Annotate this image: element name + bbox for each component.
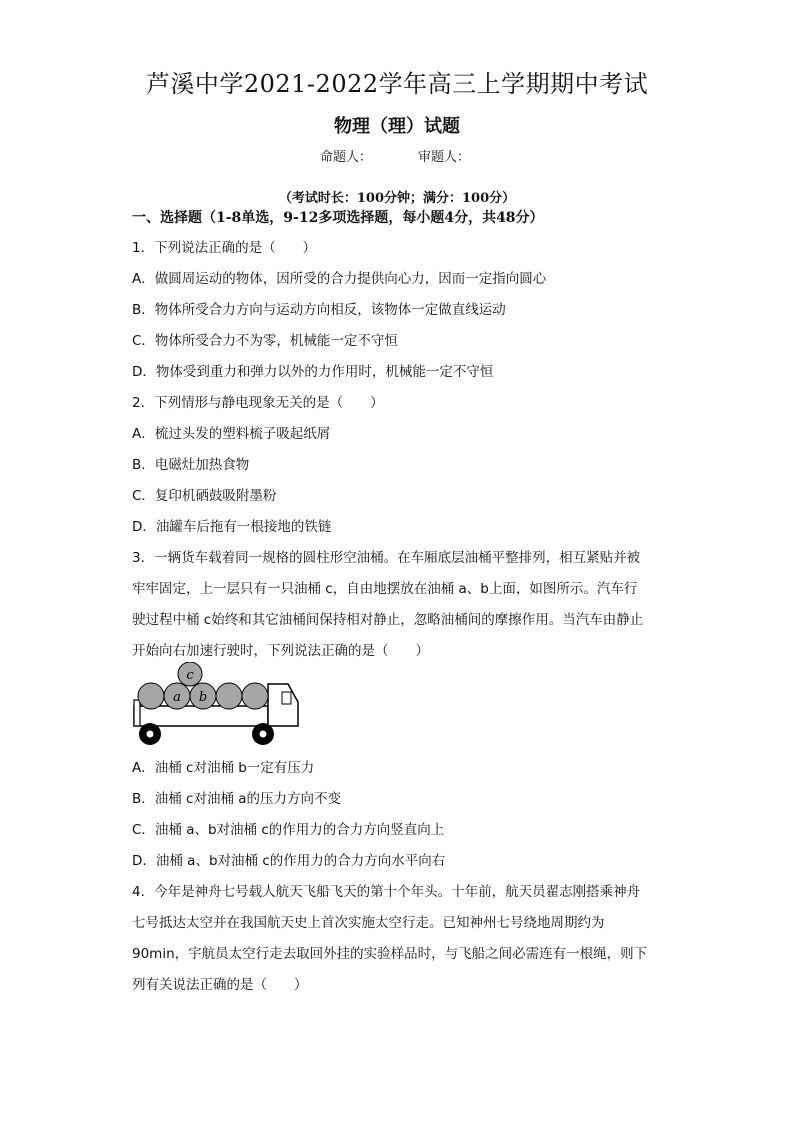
question-1-option-d: D．物体受到重力和弹力以外的力作用时，机械能一定不守恒 — [132, 364, 494, 380]
question-3-stem-line: 开始向右加速行驶时，下列说法正确的是（ ） — [132, 643, 429, 659]
question-3-stem — [132, 546, 664, 670]
question-3-option-b: B．油桶 c对油桶 a的压力方向不变 — [132, 791, 342, 807]
label-c: c — [186, 668, 194, 683]
question-3-stem-line: 驶过程中桶 c始终和其它油桶间保持相对静止，忽略油桶间的摩擦作用。当汽车由静止 — [132, 612, 644, 628]
truck-window — [282, 692, 291, 704]
proposer-label: 命题人： — [320, 150, 373, 165]
label-a: a — [173, 690, 181, 705]
question-3-stem-line: 牢牢固定，上一层只有一只油桶 c，自由地摆放在油桶 a、b上面，如图所示。汽车行 — [132, 581, 638, 597]
question-3-stem-line: 3．一辆货车载着同一规格的圆柱形空油桶。在车厢底层油桶平整排列，相互紧贴并被 — [132, 550, 641, 566]
oil-drum — [242, 683, 268, 709]
question-4-stem — [132, 880, 664, 1004]
question-1-option-b: B．物体所受合力方向与运动方向相反，该物体一定做直线运动 — [132, 302, 506, 318]
question-3-option-a: A．油桶 c对油桶 b一定有压力 — [132, 760, 315, 776]
question-1-option-c: C．物体所受合力不为零，机械能一定不守恒 — [132, 333, 398, 349]
question-4-stem-line: 4．今年是神舟七号载人航天飞船飞天的第十个年头。十年前，航天员翟志刚搭乘神舟 — [132, 884, 641, 900]
exam-duration-note: （考试时长：100分钟；满分：100分） — [278, 191, 516, 206]
question-1-option-a: A．做圆周运动的物体，因所受的合力提供向心力，因而一定指向圆心 — [132, 271, 547, 287]
oil-drum — [216, 683, 242, 709]
label-b: b — [198, 690, 208, 705]
question-3-option-c: C．油桶 a、b对油桶 c的作用力的合力方向竖直向上 — [132, 822, 445, 838]
question-2-option-b: B．电磁灶加热食物 — [132, 457, 250, 473]
question-2-option-d: D．油罐车后拖有一根接地的铁链 — [132, 519, 332, 535]
question-2-stem: 2．下列情形与静电现象无关的是（ ） — [132, 395, 384, 411]
truck-cab — [268, 684, 298, 726]
truck-with-oil-drums-figure — [130, 662, 302, 748]
exam-subtitle: 物理（理）试题 — [334, 116, 460, 137]
section-heading: 一、选择题（1-8单选，9-12多项选择题，每小题4分，共48分） — [132, 210, 544, 226]
question-4-stem-line: 90min，宇航员太空行走去取回外挂的实验样品时，与飞船之间必需连有一根绳，则下 — [132, 946, 648, 962]
truck-rear-post — [134, 700, 140, 726]
oil-drum — [138, 683, 164, 709]
reviewer-label: 审题人： — [418, 150, 471, 165]
exam-title: 芦溪中学2021-2022学年高三上学期期中考试 — [145, 70, 649, 98]
question-2-option-a: A．梳过头发的塑料梳子吸起纸屑 — [132, 426, 331, 442]
question-1-stem: 1．下列说法正确的是（ ） — [132, 240, 317, 256]
question-3-option-d: D．油桶 a、b对油桶 c的作用力的合力方向水平向右 — [132, 853, 446, 869]
question-4-stem-line: 列有关说法正确的是（ ） — [132, 977, 308, 993]
question-4-stem-line: 七号抵达太空并在我国航天史上首次实施太空行走。已知神州七号绕地周期约为 — [132, 915, 605, 931]
question-2-option-c: C．复印机硒鼓吸附墨粉 — [132, 488, 277, 504]
